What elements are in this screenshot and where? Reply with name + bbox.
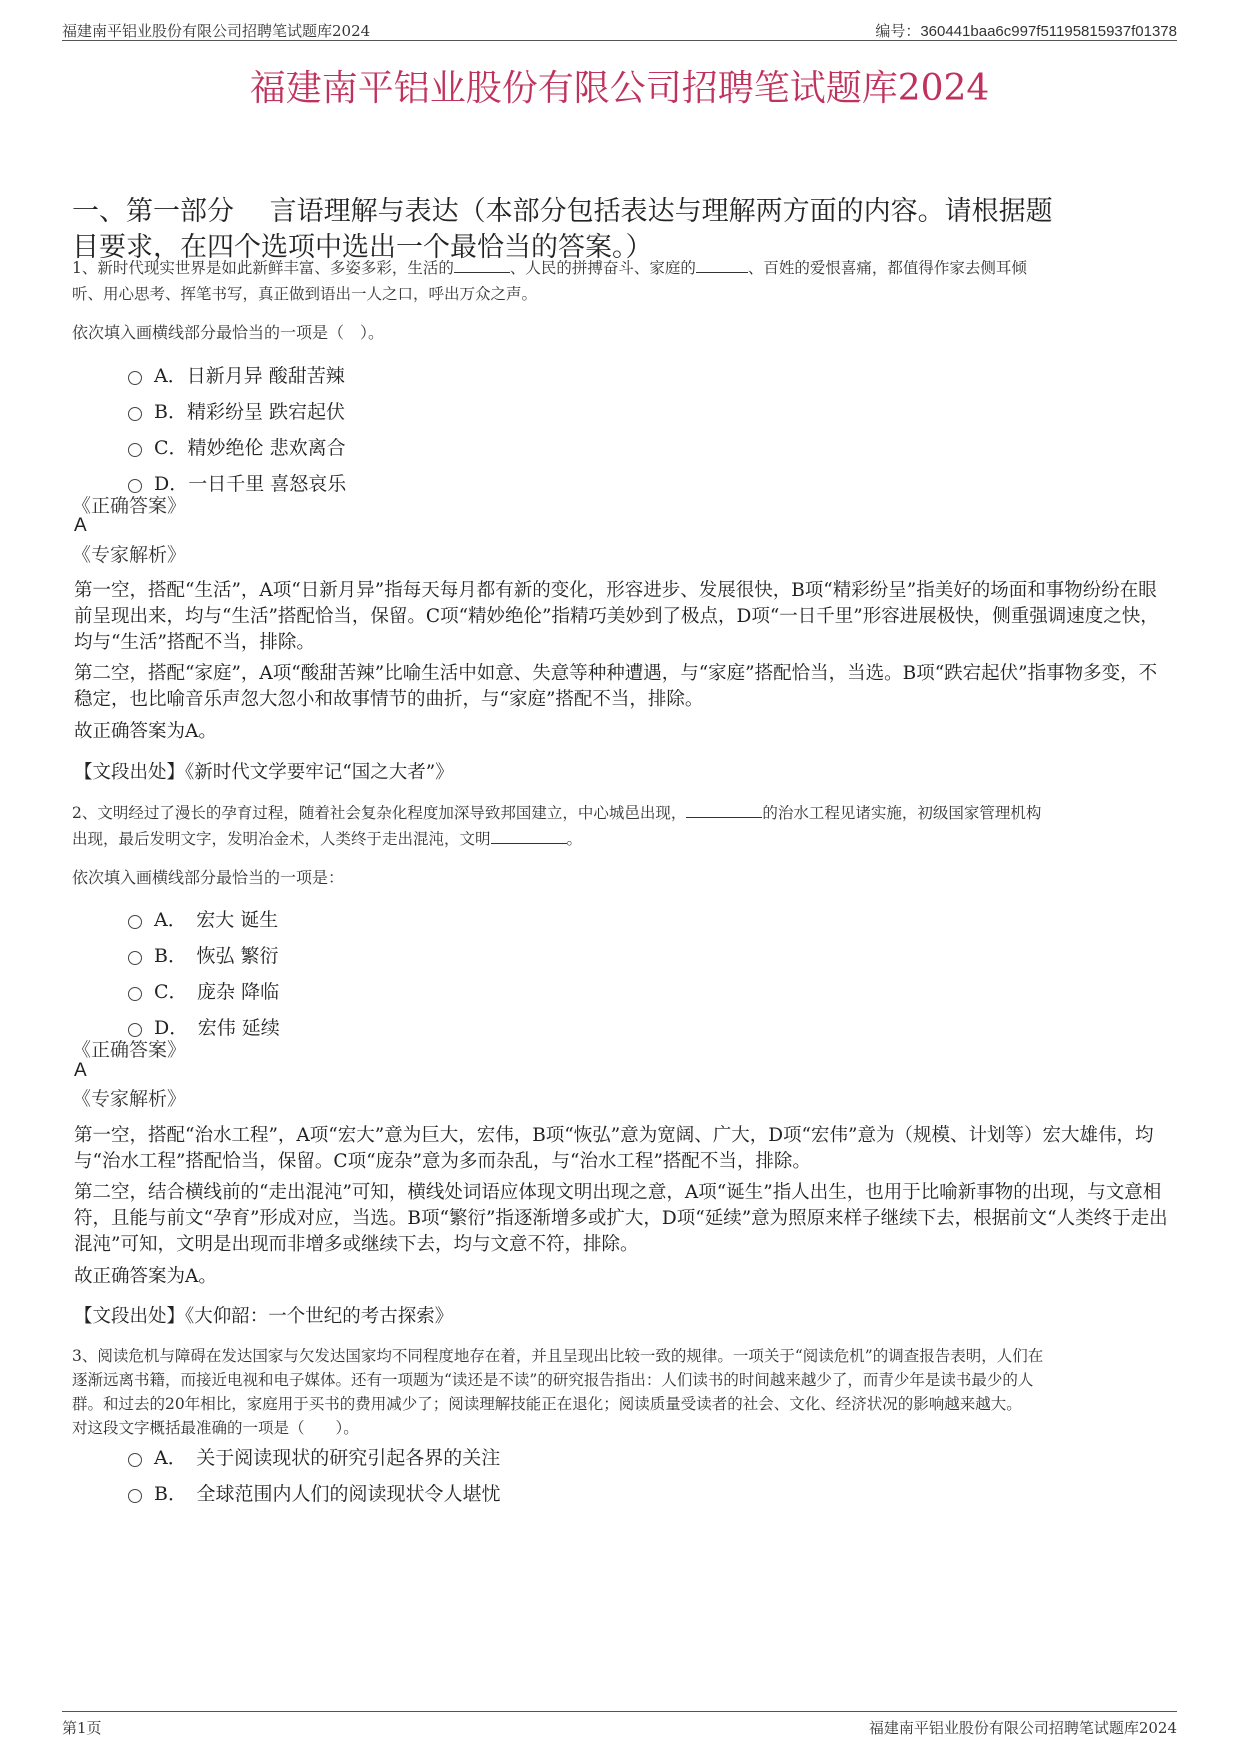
analysis-paragraph-2: 第二空，搭配“家庭”，A项“酸甜苦辣”比喻生活中如意、失意等种种遭遇，与“家庭”搭配恰当，当选。B项“跌宕起伏”指事物多变，不稳定，也比喻音乐声忽大忽小和故事情节的曲折，与“家庭”搭配不当，排除。 bbox=[74, 663, 1158, 710]
analysis-paragraph-2: 第二空，结合横线前的“走出混沌”可知，横线处词语应体现文明出现之意，A项“诞生”指人出生，也用于比喻新事物的出现，与文意相符，且能与前文“孕育”形成对应，当选。B项“繁衍”指逐渐增多或扩大，D项“延续”意为照原来样子继续下去，根据前文“人类终于走出混沌”可知，文明是出现而非增多或继续下去，均与文意不符，排除。 bbox=[74, 1182, 1168, 1255]
page-header bbox=[62, 18, 1177, 41]
question-3-text bbox=[72, 1344, 1172, 1440]
analysis-paragraph-1: 第一空，搭配“生活”，A项“日新月异”指每天每月都有新的变化，形容进步、发展很快，B项“精彩纷呈”指美好的场面和事物纷纷在眼前呈现出来，均与“生活”搭配恰当，保留。C项“精妙绝伦”指精巧美妙到了极点，D项“一日千里”形容进展极快，侧重强调速度之快，均与“生活”搭配不当，排除。 bbox=[74, 580, 1159, 653]
radio-icon[interactable] bbox=[128, 371, 142, 385]
question-1-line-1: 1、新时代现实世界是如此新鲜丰富、多姿多彩，生活的 、人民的拼搏奋斗、家庭的 、百姓的爱恨喜痛，都值得作家去侧耳倾 bbox=[72, 259, 1027, 277]
option-a[interactable]: A． 宏大 诞生 bbox=[128, 900, 280, 936]
radio-icon[interactable] bbox=[128, 443, 142, 457]
blank-line bbox=[454, 258, 510, 273]
header-doc-number: 编号：360441baa6c997f51195815937f01378 bbox=[875, 23, 1177, 40]
option-d[interactable]: D． 宏伟 延续 bbox=[128, 1008, 280, 1044]
option-c[interactable]: C．精妙绝伦 悲欢离合 bbox=[128, 428, 346, 464]
question-3-line-2: 逐渐远离书籍，而接近电视和电子媒体。还有一项题为“读还是不读”的研究报告指出：人们读书的时间越来越少了，而青少年是读书最少的人 bbox=[72, 1371, 1034, 1389]
option-b[interactable]: B． 全球范围内人们的阅读现状令人堪忧 bbox=[128, 1474, 500, 1510]
question-2-options bbox=[128, 900, 280, 1044]
option-b[interactable]: B． 恢弘 繁衍 bbox=[128, 936, 280, 972]
question-1-line-2: 听、用心思考、挥笔书写，真正做到语出一人之口，呼出万众之声。 bbox=[72, 285, 538, 303]
analysis-conclusion: 故正确答案为A。 bbox=[74, 1266, 217, 1287]
question-2-line-1: 2、文明经过了漫长的孕育过程，随着社会复杂化程度加深导致邦国建立，中心城邑出现， 的治水工程见诸实施，初级国家管理机构 bbox=[72, 804, 1042, 822]
radio-icon[interactable] bbox=[128, 987, 142, 1001]
question-3-line-4: 对这段文字概括最准确的一项是（ ）。 bbox=[72, 1419, 359, 1437]
section-heading-line-1: 一、第一部分 言语理解与表达（本部分包括表达与理解两方面的内容。请根据题 bbox=[72, 196, 1053, 227]
question-1-text bbox=[72, 255, 1172, 307]
blank-line bbox=[491, 829, 567, 844]
question-3-line-3: 群。和过去的20年相比，家庭用于买书的费用减少了；阅读理解技能正在退化；阅读质量受读者的社会、文化、经济状况的影响越来越大。 bbox=[72, 1395, 1022, 1413]
question-3-line-1: 3、阅读危机与障碍在发达国家与欠发达国家均不同程度地存在着，并且呈现出比较一致的规律。一项关于“阅读危机”的调查报告表明，人们在 bbox=[72, 1347, 1044, 1365]
source-citation: 【文段出处】《大仰韶：一个世纪的考古探索》 bbox=[74, 1306, 454, 1327]
question-1-options bbox=[128, 356, 346, 500]
analysis-paragraph-1: 第一空，搭配“治水工程”，A项“宏大”意为巨大，宏伟，B项“恢弘”意为宽阔、广大，D项“宏伟”意为（规模、计划等）宏大雄伟，均与“治水工程”搭配恰当，保留。C项“庞杂”意为多而杂乱，与“治水工程”搭配不当，排除。 bbox=[74, 1125, 1154, 1172]
question-2-prompt: 依次填入画横线部分最恰当的一项是： bbox=[72, 868, 345, 887]
footer-title: 福建南平铝业股份有限公司招聘笔试题库2024 bbox=[868, 1719, 1177, 1737]
question-3-options bbox=[128, 1438, 500, 1510]
correct-answer-value: A bbox=[74, 1060, 87, 1081]
page-number: 第1页 bbox=[62, 1719, 102, 1737]
correct-answer-value: A bbox=[74, 515, 87, 536]
option-c[interactable]: C． 庞杂 降临 bbox=[128, 972, 280, 1008]
blank-line bbox=[686, 803, 762, 818]
page-footer bbox=[62, 1711, 1177, 1736]
radio-icon[interactable] bbox=[128, 915, 142, 929]
radio-icon[interactable] bbox=[128, 1453, 142, 1467]
correct-answer-label: 《正确答案》 bbox=[72, 1039, 187, 1061]
correct-answer-label: 《正确答案》 bbox=[72, 495, 187, 517]
section-heading-line-2: 目要求，在四个选项中选出一个最恰当的答案。） bbox=[72, 232, 653, 263]
radio-icon[interactable] bbox=[128, 951, 142, 965]
question-2-line-2: 出现，最后发明文字，发明冶金术，人类终于走出混沌，文明 。 bbox=[72, 830, 583, 848]
question-1-prompt: 依次填入画横线部分最恰当的一项是（ ）。 bbox=[72, 323, 385, 342]
document-title: 福建南平铝业股份有限公司招聘笔试题库2024 bbox=[249, 68, 990, 109]
radio-icon[interactable] bbox=[128, 1489, 142, 1503]
option-b[interactable]: B．精彩纷呈 跌宕起伏 bbox=[128, 392, 346, 428]
option-d[interactable]: D．一日千里 喜怒哀乐 bbox=[128, 464, 346, 500]
source-citation: 【文段出处】《新时代文学要牢记“国之大者”》 bbox=[74, 762, 454, 783]
radio-icon[interactable] bbox=[128, 407, 142, 421]
blank-line bbox=[696, 258, 748, 273]
question-2-text bbox=[72, 800, 1172, 852]
analysis-label: 《专家解析》 bbox=[72, 544, 187, 566]
analysis-label: 《专家解析》 bbox=[72, 1088, 187, 1110]
option-a[interactable]: A． 关于阅读现状的研究引起各界的关注 bbox=[128, 1438, 500, 1474]
header-title: 福建南平铝业股份有限公司招聘笔试题库2024 bbox=[62, 22, 371, 40]
analysis-conclusion: 故正确答案为A。 bbox=[74, 721, 217, 742]
option-a[interactable]: A．日新月异 酸甜苦辣 bbox=[128, 356, 346, 392]
